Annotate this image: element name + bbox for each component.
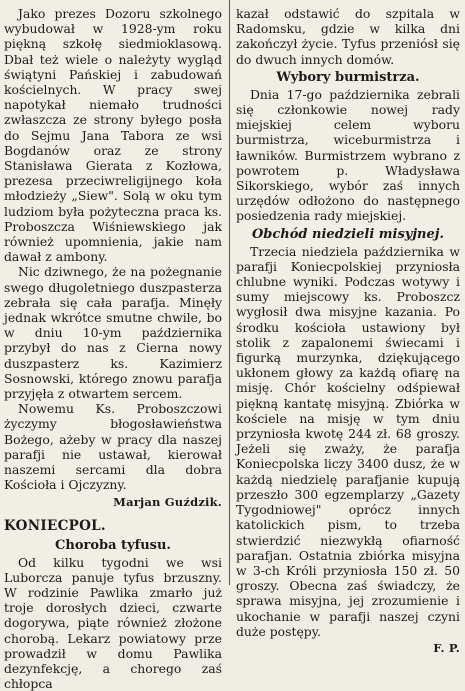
article-paragraph: Jako prezes Dozoru szkolnego wybudował w 1928-ym roku piękną szkołę siedmioklasową. Dbał też wiele o należyty wygląd świątyni Pańskiej i zabudowań kościelnych. W pracy swej napotykał niemało trudności zwłaszcza ze strony byłego posła do Sejmu Jana Tabora ze wsi Bogdanów oraz ze strony Stanisława Gierata z Kozłowa, prezesa przeciwreligijnego koła młodzieży „Siew". Solą w oku tym ludziom była pożyteczna praca ks. Proboszcza Wiśniewskiego jak również upomnienia, jakie nam dawał z ambony.: [4, 6, 222, 264]
article-paragraph: Od kilku tygodni we wsi Luborcza panuje tyfus brzuszny. W rodzinie Pawlika zmarło już troje dorosłych dzieci, czwarte dogorywa, piąte również złożone chorobą. Lekarz powiatowy prze prowadził w domu Pawlika dezynfekcję, a chorego zaś chłopca: [4, 555, 222, 691]
article-paragraph: Trzecia niedziela października w parafji Koniecpolskiej przyniosła chlubne wyniki. Podczas wotywy i sumy miejscowy ks. Proboszcz wygłosił dwa misyjne kazania. Po środku kościoła ustawiony był stolik z zapalonemi świecami i figurką murzynka, dziękującego ukłonem głowy za każdą ofiarę na misję. Chór kościelny odśpiewał piękną kantatę misyjną. Zbiórka w kościele na misję w tym dniu przyniosła kwotę 244 zł. 68 groszy. Jeżeli się zważy, że parafja Koniecpolska liczy 3400 dusz, że w każdą niedzielę parafjanie kupują przeszło 300 egzemplarzy „Gazety Tygodniowej" oprócz innych katolickich pism, to trzeba stwierdzić niezwykłą ofiarność parafjan. Ostatnia zbiórka misyjna w 3-ch Króli przyniosła 150 zł. 50 groszy. Obecna zaś świadczy, że sprawa misyjna, jej zrozumienie i ukochanie w parafji naszej czyni duże postępy.: [236, 244, 460, 639]
left-column: [4, 6, 222, 691]
author-signature: F. P.: [236, 641, 460, 656]
place-heading: KONIECPOL.: [4, 518, 222, 535]
right-column: [236, 6, 460, 656]
author-signature: Marjan Guździk.: [4, 495, 222, 510]
section-heading: Choroba tyfusu.: [4, 537, 222, 554]
article-paragraph: kazał odstawić do szpitala w Radomsku, gdzie w kilka dni zakończył życie. Tyfus przeniósł się do dwuch innych domów.: [236, 6, 460, 67]
section-heading: Wybory burmistrza.: [236, 69, 460, 86]
section-heading: Obchód niedzieli misyjnej.: [236, 226, 460, 243]
column-divider: [229, 0, 230, 585]
article-paragraph: Nowemu Ks. Proboszczowi życzymy błogosławieństwa Bożego, ażeby w pracy dla naszej parafji nie ustawał, kierował naszemi sercami dla dobra Kościoła i Ojczyzny.: [4, 401, 222, 492]
article-paragraph: Dnia 17-go października zebrali się członkowie nowej rady miejskiej celem wyboru burmistrza, wiceburmistrza i ławników. Burmistrzem wybrano z powrotem p. Władysława Sikorskiego, wybór zaś innych urzędów odłożono do następnego posiedzenia rady miejskiej.: [236, 87, 460, 224]
article-paragraph: Nic dziwnego, że na pożegnanie swego długoletniego duszpasterza zebrała się cała parafja. Minęły jednak wkrótce smutne chwile, bo w dniu 10-ym października przybył do nas z Cierna nowy duszpasterz ks. Kazimierz Sosnowski, którego znowu parafja przyjęła z otwartem sercem.: [4, 264, 222, 401]
